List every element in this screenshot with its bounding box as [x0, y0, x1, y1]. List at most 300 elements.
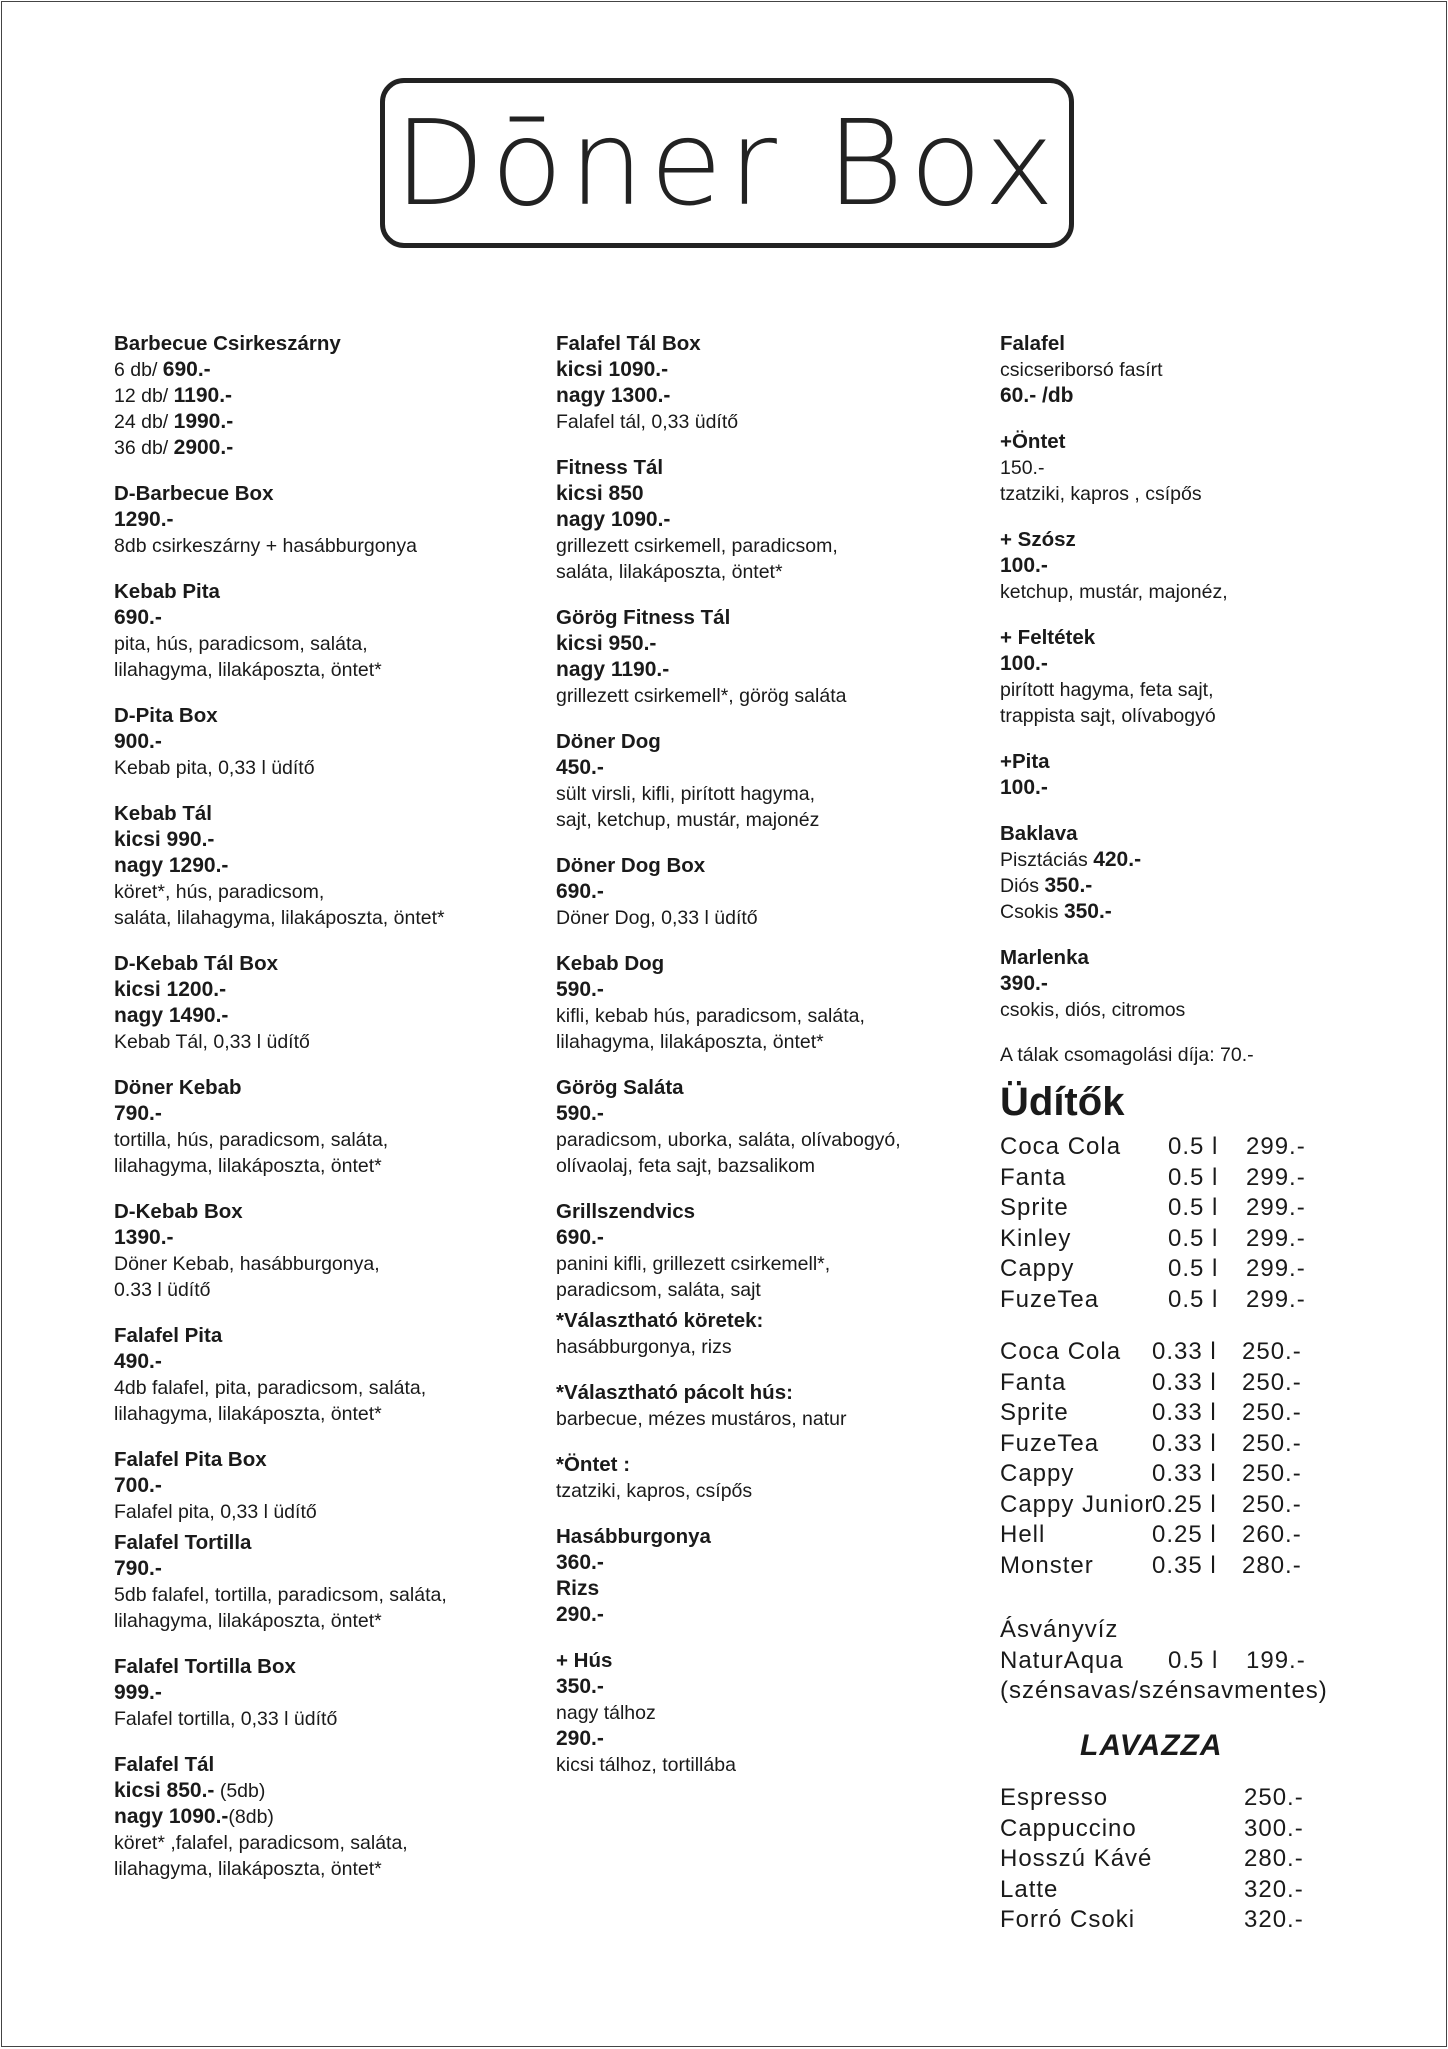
menu-item-title: *Öntet : [556, 1453, 631, 1476]
extras-list [1000, 330, 1420, 1023]
coffee-price: 300.- [1244, 1814, 1304, 1842]
menu-item-text: lilahagyma, lilakáposzta, öntet* [114, 1403, 382, 1425]
menu-item-line [556, 1277, 956, 1303]
menu-item-line [114, 1349, 524, 1375]
menu-item-text: grillezett csirkemell*, görög saláta [556, 685, 847, 707]
drink-name: Fanta [1000, 1163, 1067, 1191]
menu-item [556, 454, 956, 585]
coffee-name: Latte [1000, 1875, 1059, 1903]
menu-item [1000, 820, 1420, 925]
drink-row [1000, 1368, 1420, 1399]
drink-name: Hell [1000, 1521, 1046, 1548]
menu-item-price: kicsi 1200.- [114, 978, 227, 1001]
menu-item-line [1000, 383, 1420, 409]
menu-item-text: Falafel tál, 0,33 üdítő [556, 411, 739, 433]
menu-item-text: Csokis [1000, 901, 1064, 923]
menu-item-line [114, 1680, 524, 1706]
drink-name: Monster [1000, 1551, 1094, 1579]
menu-item-price: 450.- [556, 756, 604, 779]
menu-item-text: (5db) [214, 1780, 266, 1802]
drink-volume: 0.5 l [1168, 1194, 1219, 1221]
menu-item [556, 728, 956, 833]
menu-item-price: 490.- [114, 1350, 162, 1373]
drink-price: 299.- [1246, 1133, 1306, 1160]
menu-item-title: D-Kebab Tál Box [114, 952, 279, 975]
menu-item-text: köret* ,falafel, paradicsom, saláta, [114, 1832, 408, 1854]
menu-item-line [556, 1334, 956, 1360]
menu-item-line [556, 533, 956, 559]
menu-item [556, 1523, 956, 1628]
menu-item-line [556, 1225, 956, 1251]
drink-price: 299.- [1246, 1255, 1306, 1282]
menu-item-text: lilahagyma, lilakáposzta, öntet* [556, 1031, 824, 1053]
menu-item-price: nagy 1090.- [114, 1805, 229, 1828]
menu-item-line [556, 1576, 956, 1602]
menu-item-title: Marlenka [1000, 946, 1089, 969]
menu-item [556, 1074, 956, 1179]
menu-item [1000, 944, 1420, 1023]
menu-item-title: Hasábburgonya [556, 1525, 711, 1548]
menu-item-text: 5db falafel, tortilla, paradicsom, saláta, [114, 1584, 447, 1606]
water-row [1000, 1646, 1420, 1677]
menu-item-line [114, 853, 524, 879]
drink-volume: 0.33 l [1152, 1429, 1217, 1457]
menu-item-line [556, 1478, 956, 1504]
menu-item-text: lilahagyma, lilakáposzta, öntet* [114, 1610, 382, 1632]
coffee-price: 280.- [1244, 1845, 1304, 1872]
menu-item-title: Falafel Tortilla Box [114, 1655, 296, 1678]
drink-name: NaturAqua [1000, 1646, 1124, 1674]
menu-item-title: D-Pita Box [114, 704, 218, 727]
menu-item-line [556, 905, 956, 931]
drink-row [1000, 1459, 1420, 1490]
menu-item-line [1000, 703, 1420, 729]
menu-item-line [114, 1153, 524, 1179]
menu-item-title: *Választható pácolt hús: [556, 1381, 793, 1404]
menu-item-price: 690.- [162, 358, 211, 381]
doner-box-logo [380, 78, 1074, 248]
menu-item-line [1000, 873, 1420, 899]
drink-price: 250.- [1242, 1429, 1302, 1457]
menu-item-line [114, 879, 524, 905]
menu-item-text: pirított hagyma, feta sajt, [1000, 679, 1214, 701]
menu-item-line [114, 507, 524, 533]
menu-item-line [114, 409, 524, 435]
drink-row [1000, 1132, 1420, 1163]
drink-price: 260.- [1242, 1521, 1302, 1548]
menu-item-line [114, 1556, 524, 1582]
menu-item-price: 390.- [1000, 972, 1048, 995]
menu-item-text: 12 db/ [114, 385, 174, 407]
menu-item [1000, 330, 1420, 409]
menu-item-line [114, 357, 524, 383]
menu-item [114, 800, 524, 931]
menu-item-price: 1290.- [114, 508, 174, 531]
menu-item-text: sült virsli, kifli, pirított hagyma, [556, 783, 815, 805]
menu-item-text: tzatziki, kapros , csípős [1000, 483, 1202, 505]
menu-item-line [114, 383, 524, 409]
menu-item-line [1000, 775, 1420, 801]
water-title: Ásványvíz [1000, 1616, 1119, 1643]
drink-price: 299.- [1246, 1163, 1306, 1191]
menu-item-text: barbecue, mézes mustáros, natur [556, 1408, 847, 1430]
menu-item-price: 360.- [556, 1551, 604, 1574]
menu-item-price: 290.- [556, 1603, 604, 1626]
drink-name: Cappy [1000, 1460, 1075, 1487]
menu-item-line [114, 435, 524, 461]
menu-item-text: lilahagyma, lilakáposzta, öntet* [114, 659, 382, 681]
menu-item-title: Baklava [1000, 822, 1078, 845]
menu-item-line [556, 357, 956, 383]
menu-item [1000, 526, 1420, 605]
drink-row [1000, 1193, 1420, 1224]
menu-item-price: 700.- [114, 1474, 162, 1497]
menu-item-price: nagy 1300.- [556, 384, 671, 407]
menu-item-title: + Hús [556, 1649, 613, 1672]
menu-item-text: Pisztáciás [1000, 849, 1094, 871]
menu-item-price: 1190.- [173, 384, 233, 407]
menu-item-line [1000, 971, 1420, 997]
coffee-row [1000, 1905, 1420, 1936]
drink-price: 250.- [1242, 1338, 1302, 1365]
menu-item-line [556, 1602, 956, 1628]
menu-item-line [556, 1251, 956, 1277]
menu-item-text: 150.- [1000, 457, 1045, 479]
coffee-price: 320.- [1244, 1875, 1304, 1903]
menu-item-line [114, 533, 524, 559]
menu-item-line [114, 1499, 524, 1525]
drink-name: Fanta [1000, 1368, 1067, 1396]
menu-item-text: 0.33 l üdítő [114, 1279, 211, 1301]
coffee-name: Forró Csoki [1000, 1906, 1136, 1933]
menu-item-line [114, 1277, 524, 1303]
menu-item-line [556, 1153, 956, 1179]
drink-volume: 0.33 l [1152, 1460, 1217, 1487]
drink-price: 250.- [1242, 1490, 1302, 1518]
menu-item-price: 900.- [114, 730, 162, 753]
menu-item-title: D-Kebab Box [114, 1200, 243, 1223]
drink-name: Coca Cola [1000, 1338, 1122, 1365]
menu-item-title: *Választható köretek: [556, 1309, 764, 1332]
menu-item-title: +Pita [1000, 750, 1050, 773]
menu-item-price: 790.- [114, 1557, 162, 1580]
menu-item-line [556, 559, 956, 585]
menu-item-line [114, 1473, 524, 1499]
menu-item-line [114, 631, 524, 657]
coffee-price: 250.- [1244, 1784, 1304, 1811]
menu-item-line [556, 1752, 956, 1778]
menu-item [114, 1653, 524, 1732]
menu-item-text: sajt, ketchup, mustár, majonéz [556, 809, 820, 831]
menu-item-title: Falafel [1000, 332, 1065, 355]
menu-item-text: Falafel tortilla, 0,33 l üdítő [114, 1708, 338, 1730]
drink-price: 280.- [1242, 1551, 1302, 1579]
menu-item [556, 950, 956, 1055]
menu-item-text: tortilla, hús, paradicsom, saláta, [114, 1129, 389, 1151]
menu-item-line [1000, 357, 1420, 383]
drink-row [1000, 1163, 1420, 1194]
coffee-row [1000, 1875, 1420, 1906]
coffee-price: 320.- [1244, 1906, 1304, 1933]
menu-item-title: Kebab Pita [114, 580, 220, 603]
drink-row [1000, 1398, 1420, 1429]
drink-volume: 0.35 l [1152, 1551, 1217, 1579]
water-note: (szénsavas/szénsavmentes) [1000, 1677, 1328, 1704]
drink-name: FuzeTea [1000, 1285, 1100, 1313]
menu-item-line [114, 977, 524, 1003]
menu-item-price: nagy 1290.- [114, 854, 229, 877]
menu-item-text: köret*, hús, paradicsom, [114, 881, 325, 903]
menu-item [1000, 748, 1420, 801]
menu-item-title: Görög Fitness Tál [556, 606, 731, 629]
coffee-row [1000, 1814, 1420, 1845]
menu-item-line [114, 729, 524, 755]
menu-item [114, 330, 524, 461]
coffee-name: Espresso [1000, 1784, 1109, 1811]
menu-item [556, 1198, 956, 1303]
menu-item-title: +Öntet [1000, 430, 1066, 453]
menu-item-price: nagy 1090.- [556, 508, 671, 531]
menu-item-title: Falafel Tál [114, 1753, 215, 1776]
drink-volume: 0.33 l [1152, 1368, 1217, 1396]
drinks-group-033 [1000, 1337, 1420, 1581]
menu-item-text: (8db) [228, 1806, 274, 1828]
menu-item-line [556, 1674, 956, 1700]
menu-item-price: 590.- [556, 1102, 604, 1125]
menu-item [114, 578, 524, 683]
menu-item-title: Falafel Pita [114, 1324, 223, 1347]
menu-item-text: hasábburgonya, rizs [556, 1336, 732, 1358]
menu-item-text: kifli, kebab hús, paradicsom, saláta, [556, 1005, 865, 1027]
drink-volume: 0.25 l [1152, 1521, 1217, 1548]
menu-item-text: Kebab Tál, 0,33 l üdítő [114, 1031, 310, 1053]
menu-item-price: Rizs [556, 1577, 600, 1600]
drink-name: Sprite [1000, 1194, 1069, 1221]
menu-item-line [556, 879, 956, 905]
menu-item-price: 690.- [556, 880, 604, 903]
menu-item-text: nagy tálhoz [556, 1702, 656, 1724]
menu-item-title: Fitness Tál [556, 456, 664, 479]
drink-volume: 0.5 l [1168, 1255, 1219, 1282]
menu-item-line [114, 1375, 524, 1401]
menu-item [1000, 624, 1420, 729]
menu-item-line [1000, 579, 1420, 605]
menu-item [556, 1379, 956, 1432]
drink-price: 299.- [1246, 1285, 1306, 1313]
menu-item [114, 1074, 524, 1179]
menu-item-line [114, 657, 524, 683]
menu-item-text: panini kifli, grillezett csirkemell*, [556, 1253, 831, 1275]
menu-item-title: Kebab Dog [556, 952, 665, 975]
menu-item-line [556, 781, 956, 807]
menu-item-text: lilahagyma, lilakáposzta, öntet* [114, 1155, 382, 1177]
drink-name: Sprite [1000, 1399, 1069, 1426]
water-section [1000, 1615, 1420, 1707]
menu-item-text: kicsi tálhoz, tortillába [556, 1754, 736, 1776]
coffee-row [1000, 1844, 1420, 1875]
menu-item-line [114, 1251, 524, 1277]
menu-item-text: 6 db/ [114, 359, 163, 381]
lavazza-logo: LAVAZZA [1080, 1728, 1223, 1762]
drink-volume: 0.5 l [1168, 1646, 1219, 1674]
menu-item-text: csicseriborsó fasírt [1000, 359, 1163, 381]
menu-item-line [114, 1804, 524, 1830]
menu-item-line [114, 1225, 524, 1251]
menu-item [114, 480, 524, 559]
drink-row [1000, 1254, 1420, 1285]
menu-item-line [556, 507, 956, 533]
menu-item-text: grillezett csirkemell, paradicsom, [556, 535, 838, 557]
drink-volume: 0.33 l [1152, 1399, 1217, 1426]
menu-item [114, 1198, 524, 1303]
menu-item-price: kicsi 850.- [114, 1779, 215, 1802]
menu-item-price: kicsi 950.- [556, 632, 657, 655]
drink-row [1000, 1520, 1420, 1551]
menu-item [556, 852, 956, 931]
menu-item-line [556, 1127, 956, 1153]
menu-item [114, 1529, 524, 1634]
menu-item-price: 290.- [556, 1727, 604, 1750]
drink-volume: 0.5 l [1168, 1224, 1219, 1252]
menu-item-text: lilahagyma, lilakáposzta, öntet* [114, 1858, 382, 1880]
menu-item-line [114, 1401, 524, 1427]
drink-row [1000, 1429, 1420, 1460]
menu-item-title: Grillszendvics [556, 1200, 696, 1223]
menu-item-text: paradicsom, saláta, sajt [556, 1279, 761, 1301]
menu-item-line [114, 605, 524, 631]
menu-item-line [114, 1608, 524, 1634]
menu-item-title: Döner Kebab [114, 1076, 242, 1099]
menu-column-3 [1000, 330, 1420, 1936]
menu-item-price: 350.- [556, 1675, 604, 1698]
menu-item-title: Görög Saláta [556, 1076, 684, 1099]
menu-item-text: 36 db/ [114, 437, 174, 459]
menu-item-title: D-Barbecue Box [114, 482, 274, 505]
menu-item-title: Döner Dog Box [556, 854, 706, 877]
menu-column-2 [556, 330, 956, 1797]
drink-name: Coca Cola [1000, 1133, 1122, 1160]
menu-item-price: 350.- [1044, 874, 1093, 897]
drinks-heading: Üdítők [1000, 1080, 1125, 1124]
menu-item [114, 702, 524, 781]
menu-item-title: Falafel Tortilla [114, 1531, 252, 1554]
menu-item [114, 1751, 524, 1882]
logo-text: Dōner Box [393, 94, 1061, 232]
menu-item-line [114, 1582, 524, 1608]
menu-item-line [114, 1127, 524, 1153]
menu-item-line [1000, 899, 1420, 925]
menu-column-1 [114, 330, 524, 1901]
menu-item [556, 1307, 956, 1360]
menu-item [556, 1451, 956, 1504]
menu-item-text: paradicsom, uborka, saláta, olívabogyó, [556, 1129, 901, 1151]
menu-item-line [556, 807, 956, 833]
menu-item-text: Döner Dog, 0,33 l üdítő [556, 907, 758, 929]
menu-item-line [1000, 651, 1420, 677]
drink-row [1000, 1490, 1420, 1521]
menu-item-price: 100.- [1000, 554, 1048, 577]
menu-item-line [114, 1003, 524, 1029]
menu-item [556, 604, 956, 709]
menu-item-line [556, 683, 956, 709]
menu-item-price: 100.- [1000, 652, 1048, 675]
drink-price: 250.- [1242, 1368, 1302, 1396]
menu-item [114, 1322, 524, 1427]
menu-item-price: kicsi 990.- [114, 828, 215, 851]
drink-row [1000, 1224, 1420, 1255]
menu-item-price: 60.- /db [1000, 384, 1074, 407]
menu-item-line [556, 1406, 956, 1432]
drink-volume: 0.5 l [1168, 1163, 1219, 1191]
menu-item-price: kicsi 1090.- [556, 358, 669, 381]
menu-item-text: Döner Kebab, hasábburgonya, [114, 1253, 380, 1275]
menu-item-price: nagy 1490.- [114, 1004, 229, 1027]
menu-item-price: 1990.- [173, 410, 234, 433]
menu-item-text: trappista sajt, olívabogyó [1000, 705, 1216, 727]
drink-price: 250.- [1242, 1399, 1302, 1426]
menu-item-line [1000, 553, 1420, 579]
drink-name: Cappy Junior [1000, 1490, 1154, 1518]
drinks-list [1000, 1132, 1420, 1936]
coffee-list [1000, 1783, 1420, 1936]
menu-item-text: Diós [1000, 875, 1045, 897]
menu-item-line [114, 1856, 524, 1882]
coffee-name: Cappuccino [1000, 1814, 1137, 1842]
menu-item-price: 999.- [114, 1681, 162, 1704]
menu-item-line [556, 1029, 956, 1055]
drinks-group-05 [1000, 1132, 1420, 1315]
menu-item-title: Döner Dog [556, 730, 661, 753]
menu-item-line [556, 409, 956, 435]
menu-item-title: Barbecue Csirkeszárny [114, 332, 341, 355]
menu-item-price: nagy 1190.- [556, 658, 670, 681]
menu-item [556, 1647, 956, 1778]
packaging-note: A tálak csomagolási díja: 70.- [1000, 1044, 1254, 1066]
menu-item-line [114, 827, 524, 853]
menu-item-line [556, 1726, 956, 1752]
menu-item-line [556, 383, 956, 409]
drink-name: Cappy [1000, 1255, 1075, 1282]
menu-item-text: ketchup, mustár, majonéz, [1000, 581, 1228, 603]
drink-volume: 0.5 l [1168, 1285, 1219, 1313]
menu-item-line [114, 1778, 524, 1804]
menu-item [114, 950, 524, 1055]
menu-item [1000, 428, 1420, 507]
menu-item-line [556, 1550, 956, 1576]
menu-item [556, 330, 956, 435]
drink-price: 299.- [1246, 1194, 1306, 1221]
menu-item-text: 8db csirkeszárny + hasábburgonya [114, 535, 417, 557]
drink-row [1000, 1337, 1420, 1368]
menu-item-price: 690.- [114, 606, 162, 629]
menu-item-text: 24 db/ [114, 411, 174, 433]
menu-item-line [556, 1700, 956, 1726]
drink-name: Kinley [1000, 1224, 1072, 1252]
menu-item-text: Falafel pita, 0,33 l üdítő [114, 1501, 317, 1523]
menu-item-title: + Feltétek [1000, 626, 1096, 649]
drink-volume: 0.33 l [1152, 1338, 1217, 1365]
menu-item-line [1000, 455, 1420, 481]
menu-item-price: 1390.- [114, 1226, 174, 1249]
menu-item-line [114, 1830, 524, 1856]
coffee-row [1000, 1783, 1420, 1814]
menu-item-text: saláta, lilakáposzta, öntet* [556, 561, 783, 583]
menu-item-line [1000, 997, 1420, 1023]
drink-price: 199.- [1246, 1646, 1306, 1674]
menu-item-line [556, 481, 956, 507]
menu-item-text: Kebab pita, 0,33 l üdítő [114, 757, 315, 779]
menu-item-text: csokis, diós, citromos [1000, 999, 1186, 1021]
